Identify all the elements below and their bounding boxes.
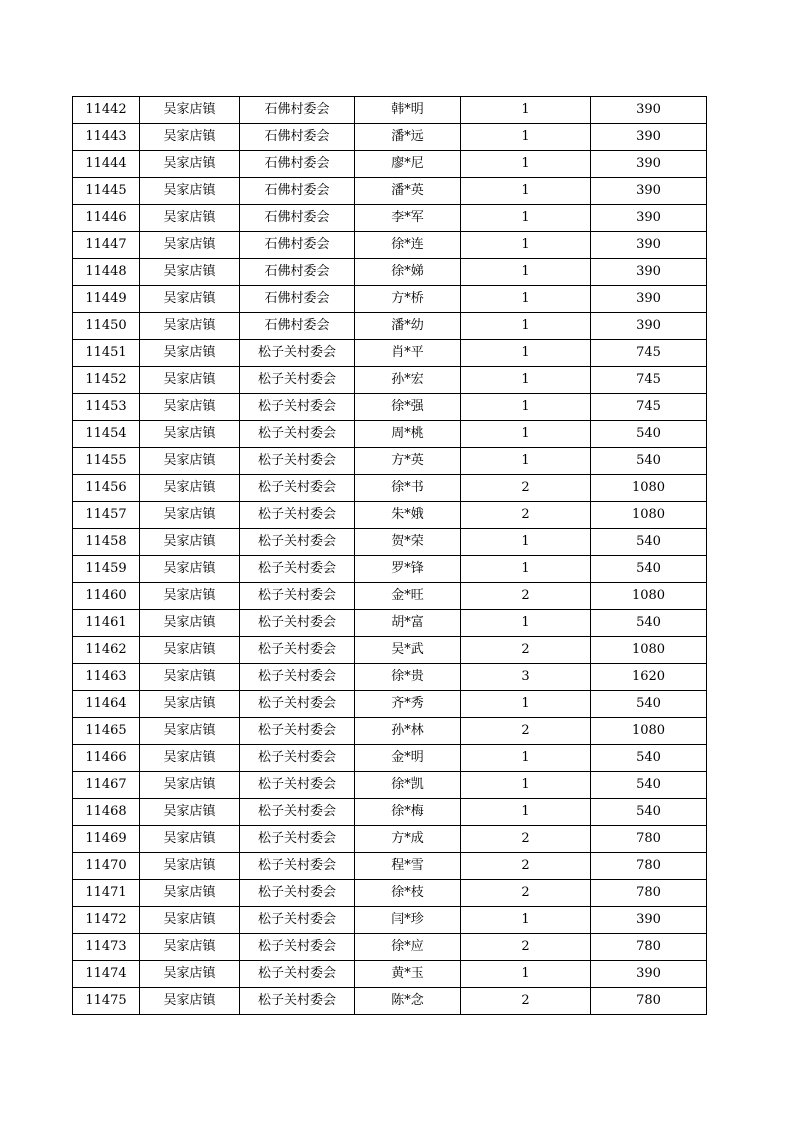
village-committee-cell: 石佛村委会 <box>240 151 355 178</box>
amount-cell: 540 <box>591 799 707 826</box>
table-row <box>73 745 707 772</box>
amount-cell: 390 <box>591 151 707 178</box>
table-row <box>73 178 707 205</box>
row-number-cell: 11443 <box>73 124 140 151</box>
town-cell: 吴家店镇 <box>140 448 240 475</box>
town-cell: 吴家店镇 <box>140 745 240 772</box>
town-cell: 吴家店镇 <box>140 826 240 853</box>
table-row <box>73 664 707 691</box>
name-cell: 徐*连 <box>355 232 461 259</box>
amount-cell: 390 <box>591 313 707 340</box>
table-row <box>73 583 707 610</box>
household-count-cell: 1 <box>461 97 591 124</box>
town-cell: 吴家店镇 <box>140 205 240 232</box>
name-cell: 徐*应 <box>355 934 461 961</box>
village-committee-cell: 石佛村委会 <box>240 124 355 151</box>
household-count-cell: 1 <box>461 421 591 448</box>
village-committee-cell: 松子关村委会 <box>240 718 355 745</box>
household-count-cell: 2 <box>461 718 591 745</box>
town-cell: 吴家店镇 <box>140 340 240 367</box>
village-committee-cell: 松子关村委会 <box>240 502 355 529</box>
row-number-cell: 11470 <box>73 853 140 880</box>
household-count-cell: 1 <box>461 961 591 988</box>
village-committee-cell: 松子关村委会 <box>240 529 355 556</box>
town-cell: 吴家店镇 <box>140 232 240 259</box>
table-row <box>73 556 707 583</box>
household-count-cell: 2 <box>461 637 591 664</box>
row-number-cell: 11464 <box>73 691 140 718</box>
name-cell: 程*雪 <box>355 853 461 880</box>
village-committee-cell: 松子关村委会 <box>240 448 355 475</box>
row-number-cell: 11452 <box>73 367 140 394</box>
name-cell: 徐*凯 <box>355 772 461 799</box>
name-cell: 孙*林 <box>355 718 461 745</box>
town-cell: 吴家店镇 <box>140 124 240 151</box>
village-committee-cell: 松子关村委会 <box>240 664 355 691</box>
amount-cell: 390 <box>591 178 707 205</box>
name-cell: 徐*书 <box>355 475 461 502</box>
village-committee-cell: 松子关村委会 <box>240 880 355 907</box>
table-row <box>73 529 707 556</box>
amount-cell: 780 <box>591 880 707 907</box>
amount-cell: 780 <box>591 988 707 1015</box>
table-row <box>73 907 707 934</box>
row-number-cell: 11444 <box>73 151 140 178</box>
town-cell: 吴家店镇 <box>140 151 240 178</box>
table-row <box>73 205 707 232</box>
row-number-cell: 11468 <box>73 799 140 826</box>
name-cell: 陈*念 <box>355 988 461 1015</box>
village-committee-cell: 松子关村委会 <box>240 583 355 610</box>
amount-cell: 540 <box>591 448 707 475</box>
amount-cell: 540 <box>591 691 707 718</box>
town-cell: 吴家店镇 <box>140 610 240 637</box>
table-row <box>73 124 707 151</box>
household-count-cell: 1 <box>461 394 591 421</box>
table-row <box>73 610 707 637</box>
household-count-cell: 2 <box>461 853 591 880</box>
row-number-cell: 11474 <box>73 961 140 988</box>
row-number-cell: 11454 <box>73 421 140 448</box>
row-number-cell: 11455 <box>73 448 140 475</box>
household-count-cell: 1 <box>461 259 591 286</box>
town-cell: 吴家店镇 <box>140 637 240 664</box>
village-committee-cell: 松子关村委会 <box>240 610 355 637</box>
row-number-cell: 11467 <box>73 772 140 799</box>
amount-cell: 745 <box>591 367 707 394</box>
household-count-cell: 2 <box>461 826 591 853</box>
row-number-cell: 11466 <box>73 745 140 772</box>
household-count-cell: 1 <box>461 556 591 583</box>
village-committee-cell: 石佛村委会 <box>240 286 355 313</box>
village-committee-cell: 石佛村委会 <box>240 205 355 232</box>
town-cell: 吴家店镇 <box>140 313 240 340</box>
name-cell: 贺*荣 <box>355 529 461 556</box>
name-cell: 方*英 <box>355 448 461 475</box>
household-count-cell: 1 <box>461 691 591 718</box>
household-count-cell: 1 <box>461 745 591 772</box>
household-count-cell: 2 <box>461 934 591 961</box>
amount-cell: 780 <box>591 826 707 853</box>
town-cell: 吴家店镇 <box>140 583 240 610</box>
town-cell: 吴家店镇 <box>140 988 240 1015</box>
name-cell: 方*桥 <box>355 286 461 313</box>
amount-cell: 390 <box>591 259 707 286</box>
table-row <box>73 313 707 340</box>
table-row <box>73 286 707 313</box>
village-committee-cell: 松子关村委会 <box>240 394 355 421</box>
town-cell: 吴家店镇 <box>140 880 240 907</box>
amount-cell: 540 <box>591 610 707 637</box>
town-cell: 吴家店镇 <box>140 178 240 205</box>
table-row <box>73 799 707 826</box>
amount-cell: 540 <box>591 529 707 556</box>
town-cell: 吴家店镇 <box>140 664 240 691</box>
table-row <box>73 394 707 421</box>
household-count-cell: 1 <box>461 313 591 340</box>
name-cell: 潘*英 <box>355 178 461 205</box>
row-number-cell: 11465 <box>73 718 140 745</box>
household-count-cell: 1 <box>461 340 591 367</box>
amount-cell: 540 <box>591 556 707 583</box>
household-count-cell: 1 <box>461 772 591 799</box>
household-count-cell: 1 <box>461 178 591 205</box>
amount-cell: 390 <box>591 232 707 259</box>
town-cell: 吴家店镇 <box>140 934 240 961</box>
village-committee-cell: 松子关村委会 <box>240 745 355 772</box>
amount-cell: 390 <box>591 961 707 988</box>
village-committee-cell: 松子关村委会 <box>240 907 355 934</box>
town-cell: 吴家店镇 <box>140 907 240 934</box>
table-row <box>73 853 707 880</box>
name-cell: 黄*玉 <box>355 961 461 988</box>
household-count-cell: 2 <box>461 880 591 907</box>
table-row <box>73 718 707 745</box>
table-row <box>73 880 707 907</box>
town-cell: 吴家店镇 <box>140 556 240 583</box>
amount-cell: 1620 <box>591 664 707 691</box>
village-committee-cell: 石佛村委会 <box>240 313 355 340</box>
row-number-cell: 11451 <box>73 340 140 367</box>
household-count-cell: 1 <box>461 448 591 475</box>
row-number-cell: 11447 <box>73 232 140 259</box>
town-cell: 吴家店镇 <box>140 691 240 718</box>
town-cell: 吴家店镇 <box>140 97 240 124</box>
amount-cell: 780 <box>591 934 707 961</box>
village-committee-cell: 松子关村委会 <box>240 961 355 988</box>
row-number-cell: 11445 <box>73 178 140 205</box>
name-cell: 韩*明 <box>355 97 461 124</box>
household-count-cell: 1 <box>461 205 591 232</box>
village-committee-cell: 松子关村委会 <box>240 772 355 799</box>
amount-cell: 1080 <box>591 637 707 664</box>
village-committee-cell: 松子关村委会 <box>240 799 355 826</box>
town-cell: 吴家店镇 <box>140 961 240 988</box>
row-number-cell: 11461 <box>73 610 140 637</box>
row-number-cell: 11453 <box>73 394 140 421</box>
village-committee-cell: 松子关村委会 <box>240 637 355 664</box>
household-count-cell: 2 <box>461 583 591 610</box>
village-committee-cell: 松子关村委会 <box>240 367 355 394</box>
household-count-cell: 1 <box>461 799 591 826</box>
town-cell: 吴家店镇 <box>140 718 240 745</box>
amount-cell: 390 <box>591 286 707 313</box>
row-number-cell: 11463 <box>73 664 140 691</box>
name-cell: 齐*秀 <box>355 691 461 718</box>
table-row <box>73 502 707 529</box>
table-row <box>73 826 707 853</box>
village-committee-cell: 松子关村委会 <box>240 475 355 502</box>
household-count-cell: 1 <box>461 232 591 259</box>
household-count-cell: 3 <box>461 664 591 691</box>
table-row <box>73 97 707 124</box>
village-committee-cell: 石佛村委会 <box>240 178 355 205</box>
village-committee-cell: 松子关村委会 <box>240 988 355 1015</box>
name-cell: 肖*平 <box>355 340 461 367</box>
table-row <box>73 772 707 799</box>
village-committee-cell: 松子关村委会 <box>240 421 355 448</box>
town-cell: 吴家店镇 <box>140 799 240 826</box>
household-count-cell: 1 <box>461 529 591 556</box>
amount-cell: 1080 <box>591 502 707 529</box>
row-number-cell: 11450 <box>73 313 140 340</box>
row-number-cell: 11456 <box>73 475 140 502</box>
row-number-cell: 11449 <box>73 286 140 313</box>
name-cell: 徐*强 <box>355 394 461 421</box>
amount-cell: 1080 <box>591 583 707 610</box>
village-committee-cell: 松子关村委会 <box>240 826 355 853</box>
village-committee-cell: 石佛村委会 <box>240 97 355 124</box>
household-count-cell: 2 <box>461 475 591 502</box>
village-committee-cell: 石佛村委会 <box>240 232 355 259</box>
row-number-cell: 11448 <box>73 259 140 286</box>
name-cell: 周*桃 <box>355 421 461 448</box>
name-cell: 徐*娣 <box>355 259 461 286</box>
name-cell: 金*明 <box>355 745 461 772</box>
amount-cell: 390 <box>591 124 707 151</box>
name-cell: 徐*贵 <box>355 664 461 691</box>
amount-cell: 390 <box>591 97 707 124</box>
town-cell: 吴家店镇 <box>140 529 240 556</box>
town-cell: 吴家店镇 <box>140 286 240 313</box>
name-cell: 罗*锋 <box>355 556 461 583</box>
amount-cell: 745 <box>591 340 707 367</box>
table-row <box>73 367 707 394</box>
row-number-cell: 11472 <box>73 907 140 934</box>
table-row <box>73 961 707 988</box>
name-cell: 方*成 <box>355 826 461 853</box>
town-cell: 吴家店镇 <box>140 367 240 394</box>
amount-cell: 540 <box>591 745 707 772</box>
table-row <box>73 259 707 286</box>
name-cell: 潘*幼 <box>355 313 461 340</box>
table-row <box>73 448 707 475</box>
row-number-cell: 11471 <box>73 880 140 907</box>
row-number-cell: 11469 <box>73 826 140 853</box>
name-cell: 徐*枝 <box>355 880 461 907</box>
amount-cell: 780 <box>591 853 707 880</box>
row-number-cell: 11473 <box>73 934 140 961</box>
table-row <box>73 691 707 718</box>
household-count-cell: 1 <box>461 907 591 934</box>
name-cell: 徐*梅 <box>355 799 461 826</box>
amount-cell: 1080 <box>591 475 707 502</box>
village-committee-cell: 松子关村委会 <box>240 934 355 961</box>
name-cell: 吴*武 <box>355 637 461 664</box>
row-number-cell: 11462 <box>73 637 140 664</box>
amount-cell: 390 <box>591 205 707 232</box>
table-row <box>73 988 707 1015</box>
table-row <box>73 151 707 178</box>
name-cell: 闫*珍 <box>355 907 461 934</box>
roster-table <box>72 96 707 1015</box>
household-count-cell: 1 <box>461 124 591 151</box>
row-number-cell: 11475 <box>73 988 140 1015</box>
name-cell: 孙*宏 <box>355 367 461 394</box>
village-committee-cell: 松子关村委会 <box>240 691 355 718</box>
name-cell: 朱*娥 <box>355 502 461 529</box>
town-cell: 吴家店镇 <box>140 421 240 448</box>
amount-cell: 1080 <box>591 718 707 745</box>
town-cell: 吴家店镇 <box>140 475 240 502</box>
table-row <box>73 637 707 664</box>
household-count-cell: 2 <box>461 988 591 1015</box>
village-committee-cell: 松子关村委会 <box>240 853 355 880</box>
town-cell: 吴家店镇 <box>140 259 240 286</box>
row-number-cell: 11459 <box>73 556 140 583</box>
household-count-cell: 2 <box>461 502 591 529</box>
household-count-cell: 1 <box>461 367 591 394</box>
table-row <box>73 934 707 961</box>
roster-table-body <box>73 97 707 1015</box>
name-cell: 李*军 <box>355 205 461 232</box>
household-count-cell: 1 <box>461 286 591 313</box>
name-cell: 胡*富 <box>355 610 461 637</box>
village-committee-cell: 松子关村委会 <box>240 556 355 583</box>
table-row <box>73 421 707 448</box>
village-committee-cell: 松子关村委会 <box>240 340 355 367</box>
town-cell: 吴家店镇 <box>140 502 240 529</box>
amount-cell: 540 <box>591 772 707 799</box>
name-cell: 潘*远 <box>355 124 461 151</box>
amount-cell: 540 <box>591 421 707 448</box>
household-count-cell: 1 <box>461 610 591 637</box>
name-cell: 廖*尼 <box>355 151 461 178</box>
row-number-cell: 11458 <box>73 529 140 556</box>
row-number-cell: 11442 <box>73 97 140 124</box>
table-row <box>73 232 707 259</box>
row-number-cell: 11460 <box>73 583 140 610</box>
town-cell: 吴家店镇 <box>140 394 240 421</box>
town-cell: 吴家店镇 <box>140 772 240 799</box>
amount-cell: 390 <box>591 907 707 934</box>
table-row <box>73 340 707 367</box>
row-number-cell: 11457 <box>73 502 140 529</box>
name-cell: 金*旺 <box>355 583 461 610</box>
table-row <box>73 475 707 502</box>
amount-cell: 745 <box>591 394 707 421</box>
village-committee-cell: 石佛村委会 <box>240 259 355 286</box>
household-count-cell: 1 <box>461 151 591 178</box>
row-number-cell: 11446 <box>73 205 140 232</box>
town-cell: 吴家店镇 <box>140 853 240 880</box>
